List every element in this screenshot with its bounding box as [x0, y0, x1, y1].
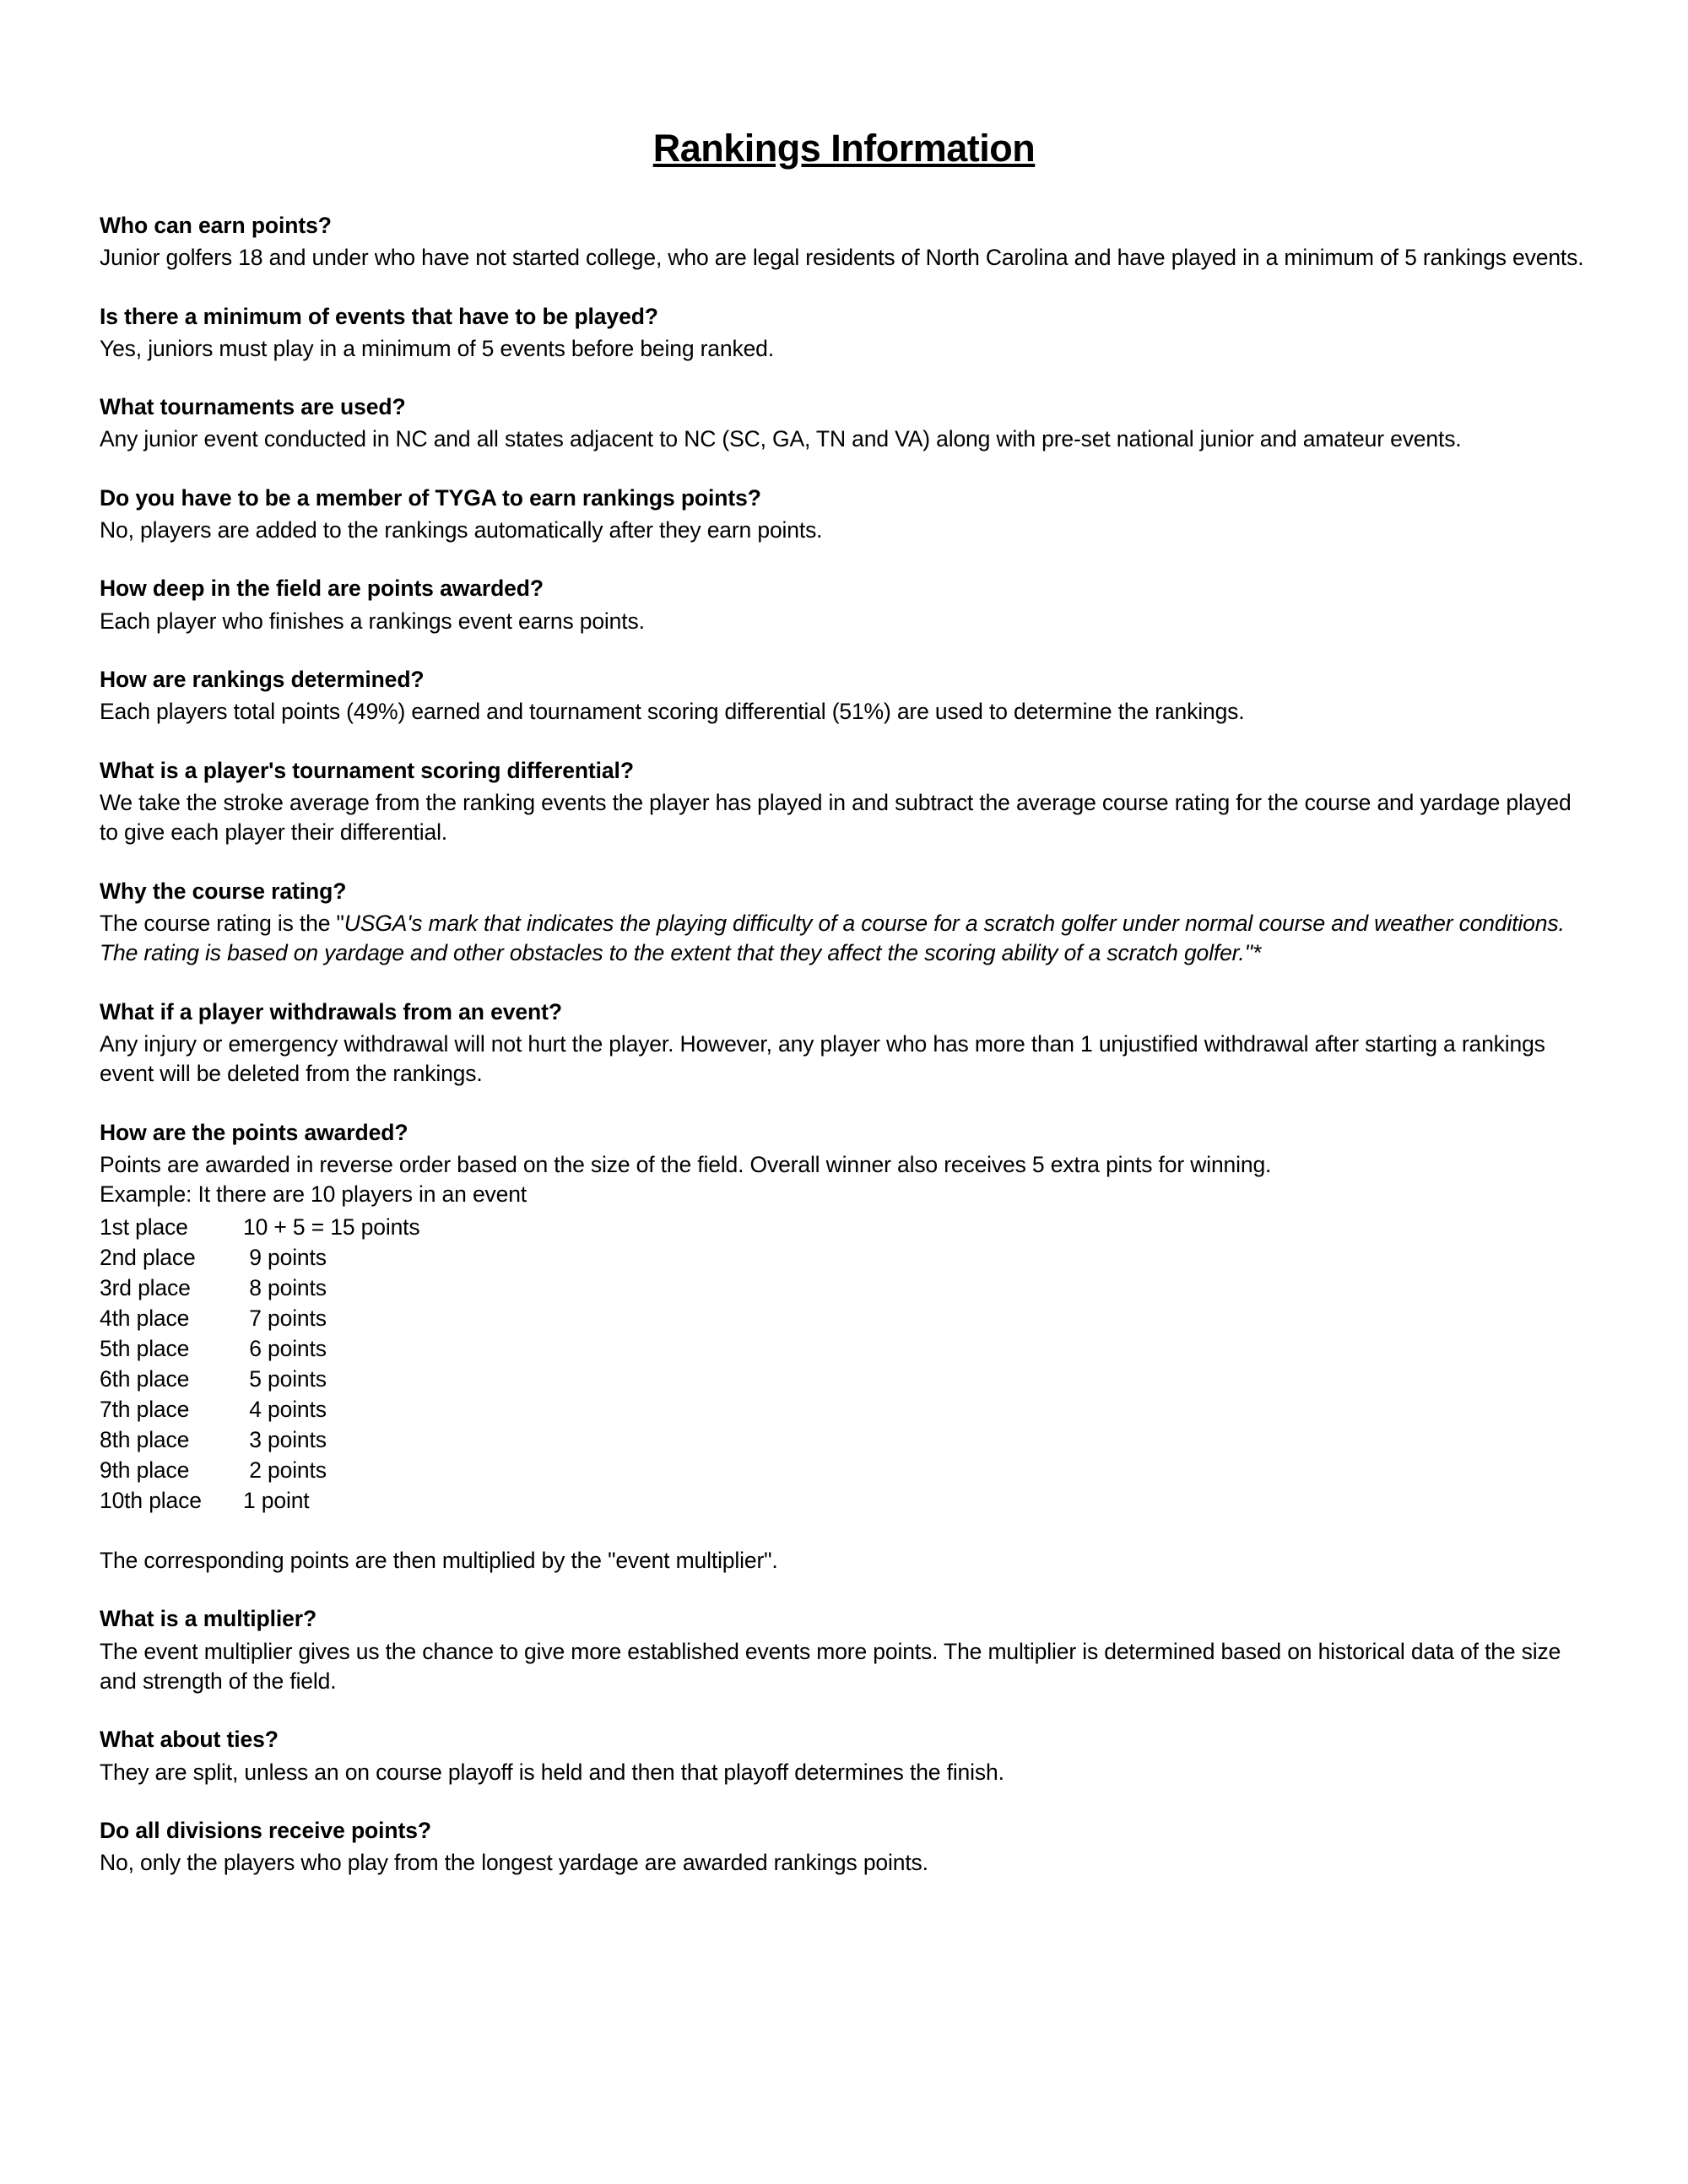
points-value: 3 points [243, 1426, 327, 1452]
question-text: What if a player withdrawals from an event? [100, 998, 562, 1024]
answer-text: Any junior event conducted in NC and all states adjacent to NC (SC, GA, TN and VA) along with pre-set national junior and amateur events. [100, 426, 1462, 452]
table-row [100, 1424, 1588, 1455]
qa-section-tournaments-used [100, 392, 1588, 455]
question-text: How are rankings determined? [100, 667, 425, 693]
points-value: 4 points [243, 1396, 327, 1422]
qa-section-scoring-differential [100, 756, 1588, 848]
answer-text: No, players are added to the rankings automatically after they earn points. [100, 517, 823, 543]
answer-text: No, only the players who play from the longest yardage are awarded rankings points. [100, 1850, 928, 1876]
qa-section-tyga-membership [100, 484, 1588, 546]
table-row [100, 1394, 1588, 1424]
points-value: 1 point [243, 1487, 310, 1513]
place-label: 9th place [100, 1457, 190, 1483]
place-label: 10th place [100, 1487, 202, 1513]
place-label: 3rd place [100, 1274, 191, 1300]
table-row [100, 1242, 1588, 1273]
qa-section-divisions [100, 1816, 1588, 1879]
points-value: 8 points [243, 1274, 327, 1300]
answer-text [100, 909, 1588, 969]
question-text: What about ties? [100, 1727, 279, 1753]
question-text: Is there a minimum of events that have to be played? [100, 303, 658, 329]
place-label: 6th place [100, 1365, 190, 1392]
page-title: Rankings Information [652, 127, 1036, 170]
answer-text: Junior golfers 18 and under who have not started college, who are legal residents of North Carolina and have played in a minimum of 5 rankings events. [100, 245, 1584, 271]
question-text: What is a player's tournament scoring differential? [100, 757, 634, 783]
answer-text: Yes, juniors must play in a minimum of 5 events before being ranked. [100, 335, 774, 361]
answer-text: The event multiplier gives us the chance to give more established events more points. The multiplier is determined based on historical data of the size and strength of the field. [100, 1638, 1561, 1694]
table-row [100, 1485, 1588, 1516]
qa-section-multiplier [100, 1604, 1588, 1696]
qa-section-field-depth [100, 574, 1588, 636]
question-text: How are the points awarded? [100, 1119, 408, 1145]
points-value: 9 points [243, 1244, 327, 1270]
table-row [100, 1364, 1588, 1394]
course-rating-quote-line-2: The rating is based on yardage and other obstacles to the extent that they affect the scoring ability of a scratch golfer."* [100, 940, 1262, 966]
points-value: 7 points [243, 1305, 327, 1331]
points-value: 5 points [243, 1365, 327, 1392]
points-table [100, 1212, 1588, 1516]
points-value: 2 points [243, 1457, 327, 1483]
example-text: Example: It there are 10 players in an event [100, 1181, 528, 1208]
answer-text: We take the stroke average from the ranking events the player has played in and subtract the average course rating for the course and yardage played to give each player their differential. [100, 789, 1572, 846]
answer-text: Each player who finishes a rankings event earns points. [100, 608, 645, 634]
qa-section-withdrawals [100, 997, 1588, 1089]
course-rating-quote-line-1: USGA's mark that indicates the playing difficulty of a course for a scratch golfer under normal course and weather conditions. [344, 910, 1565, 936]
qa-section-who-can-earn-points [100, 211, 1588, 273]
table-row [100, 1303, 1588, 1333]
points-value: 6 points [243, 1335, 327, 1361]
course-rating-lead-in: The course rating is the " [100, 910, 344, 936]
table-row [100, 1212, 1588, 1242]
table-row [100, 1273, 1588, 1303]
place-label: 1st place [100, 1214, 188, 1240]
question-text: What tournaments are used? [100, 394, 406, 420]
qa-section-ties [100, 1725, 1588, 1787]
qa-section-rankings-determined [100, 665, 1588, 727]
question-text: How deep in the field are points awarded? [100, 576, 544, 602]
points-closing-text: The corresponding points are then multiplied by the "event multiplier". [100, 1547, 778, 1573]
place-label: 4th place [100, 1305, 190, 1331]
question-text: Who can earn points? [100, 213, 332, 238]
answer-text: Points are awarded in reverse order based on the size of the field. Overall winner also receives 5 extra pints for winning. [100, 1151, 1272, 1177]
points-value: 10 + 5 = 15 points [243, 1214, 420, 1240]
qa-section-course-rating [100, 877, 1588, 969]
question-text: Do you have to be a member of TYGA to earn rankings points? [100, 484, 761, 511]
answer-text: Any injury or emergency withdrawal will not hurt the player. However, any player who has more than 1 unjustified withdrawal after starting a rankings event will be deleted from the rankings. [100, 1030, 1545, 1087]
table-row [100, 1455, 1588, 1485]
table-row [100, 1333, 1588, 1364]
question-text: What is a multiplier? [100, 1606, 317, 1632]
question-text: Do all divisions receive points? [100, 1817, 431, 1843]
place-label: 7th place [100, 1396, 190, 1422]
place-label: 2nd place [100, 1244, 196, 1270]
answer-text: They are split, unless an on course playoff is held and then that playoff determines the finish. [100, 1759, 1004, 1785]
place-label: 5th place [100, 1335, 190, 1361]
question-text: Why the course rating? [100, 878, 347, 904]
answer-text: Each players total points (49%) earned and tournament scoring differential (51%) are used to determine the rankings. [100, 699, 1245, 725]
place-label: 8th place [100, 1426, 190, 1452]
qa-section-minimum-events [100, 302, 1588, 365]
qa-section-points-awarded [100, 1118, 1588, 1576]
